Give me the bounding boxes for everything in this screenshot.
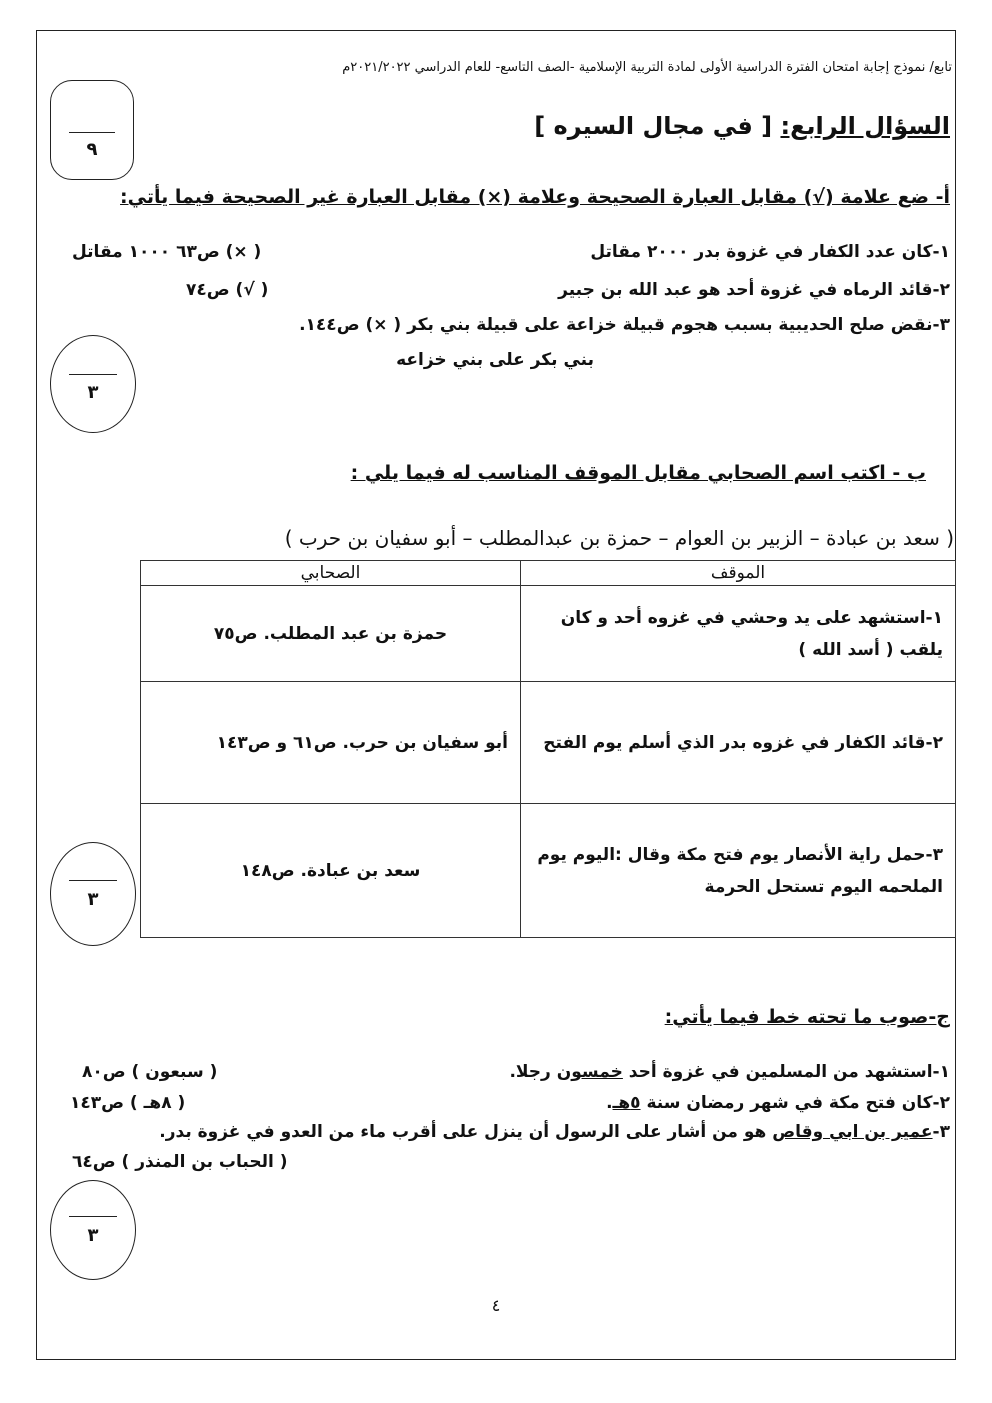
part-a-score-box <box>50 335 136 433</box>
question-field: [ في مجال السيره ] <box>534 112 773 140</box>
page-number: ٤ <box>491 1296 501 1315</box>
part-a-score: ٣ <box>87 382 99 403</box>
part-a-answer-2: ( √) ص٧٤ <box>186 280 269 300</box>
part-a-correction: بني بكر على بني خزاعه <box>396 350 594 370</box>
part-a-item-2: ٢-قائد الرماه في غزوة أحد هو عبد الله بن جبير <box>558 280 950 300</box>
score-divider <box>69 132 115 133</box>
question-title <box>534 112 950 140</box>
part-b-score: ٣ <box>87 889 99 910</box>
part-b-score-box <box>50 842 136 946</box>
item-text: ٣- <box>932 1122 950 1142</box>
sahabi-cell: سعد بن عبادة. ص١٤٨ <box>141 804 521 938</box>
sahabi-cell: حمزة بن عبد المطلب. ص٧٥ <box>141 586 521 682</box>
part-b-options: ( سعد بن عبادة – الزبير بن العوام – حمزة بن عبدالمطلب – أبو سفيان بن حرب ) <box>284 526 954 550</box>
part-c-score: ٣ <box>87 1225 99 1246</box>
item-text: رجلا. <box>509 1062 557 1082</box>
part-c-answer-2: ( ٨هـ ) ص١٤٣ <box>70 1093 186 1113</box>
underlined-text: عمير بن ابي وقاص <box>772 1122 933 1142</box>
matching-table <box>140 560 956 938</box>
score-divider <box>69 374 116 375</box>
exam-header: تابع/ نموذج إجابة امتحان الفترة الدراسية الأولى لمادة التربية الإسلامية -الصف التاسع- للعام الدراسي ٢٠٢١/٢٠٢٢م <box>342 60 952 75</box>
part-a-item-3: ٣-نقض صلح الحديبية بسبب هجوم قبيلة خزاعة على قبيلة بني بكر ( ×) ص١٤٤. <box>299 315 950 335</box>
part-c-answer-1: ( سبعون ) ص٨٠ <box>82 1062 218 1082</box>
sahabi-cell: أبو سفيان بن حرب. ص٦١ و ص١٤٣ <box>141 682 521 804</box>
part-c-answer-3: ( الحباب بن المنذر ) ص٦٤ <box>72 1152 288 1172</box>
part-c-score-box <box>50 1180 136 1280</box>
table-header-row <box>141 561 956 586</box>
question-label: السؤال الرابع: <box>780 112 950 140</box>
part-a-instruction: أ- ضع علامة (√) مقابل العبارة الصحيحة وعلامة (×) مقابل العبارة غير الصحيحة فيما يأتي: <box>120 186 950 208</box>
item-text: ٢-كان فتح مكة في شهر رمضان سنة <box>640 1093 950 1113</box>
part-c-item-1 <box>509 1062 950 1082</box>
underlined-text: خمسون <box>556 1062 623 1082</box>
item-text: . <box>606 1093 613 1113</box>
table-row <box>141 804 956 938</box>
score-divider <box>69 880 116 881</box>
item-text: ١-استشهد من المسلمين في غزوة أحد <box>622 1062 950 1082</box>
mawqif-cell: ٢-قائد الكفار في غزوه بدر الذي أسلم يوم الفتح <box>521 682 956 804</box>
score-divider <box>69 1216 116 1217</box>
underlined-text: ٥هـ <box>612 1093 641 1113</box>
table-row <box>141 586 956 682</box>
part-c-item-2 <box>606 1093 950 1113</box>
mawqif-cell: ١-استشهد على يد وحشي في غزوه أحد و كان يلقب ( أسد الله ) <box>521 586 956 682</box>
item-text: هو من أشار على الرسول أن ينزل على أقرب ماء من العدو في غزوة بدر. <box>159 1122 773 1142</box>
part-c-item-3 <box>159 1122 950 1142</box>
total-score: ٩ <box>86 139 98 160</box>
part-a-answer-1: ( ×) ص٦٣ ١٠٠٠ مقاتل <box>72 242 262 262</box>
mawqif-cell: ٣-حمل راية الأنصار يوم فتح مكة وقال :اليوم يوم الملحمه اليوم تستحل الحرمة <box>521 804 956 938</box>
part-c-instruction: ج-صوب ما تحته خط فيما يأتي: <box>664 1006 950 1028</box>
part-a-item-1: ١-كان عدد الكفار في غزوة بدر ٢٠٠٠ مقاتل <box>590 242 950 262</box>
table-row <box>141 682 956 804</box>
header-mawqif: الموقف <box>521 561 956 586</box>
header-sahabi: الصحابي <box>141 561 521 586</box>
part-b-instruction: ب - اكتب اسم الصحابي مقابل الموقف المناسب له فيما يلي : <box>350 462 926 484</box>
total-score-box <box>50 80 134 180</box>
